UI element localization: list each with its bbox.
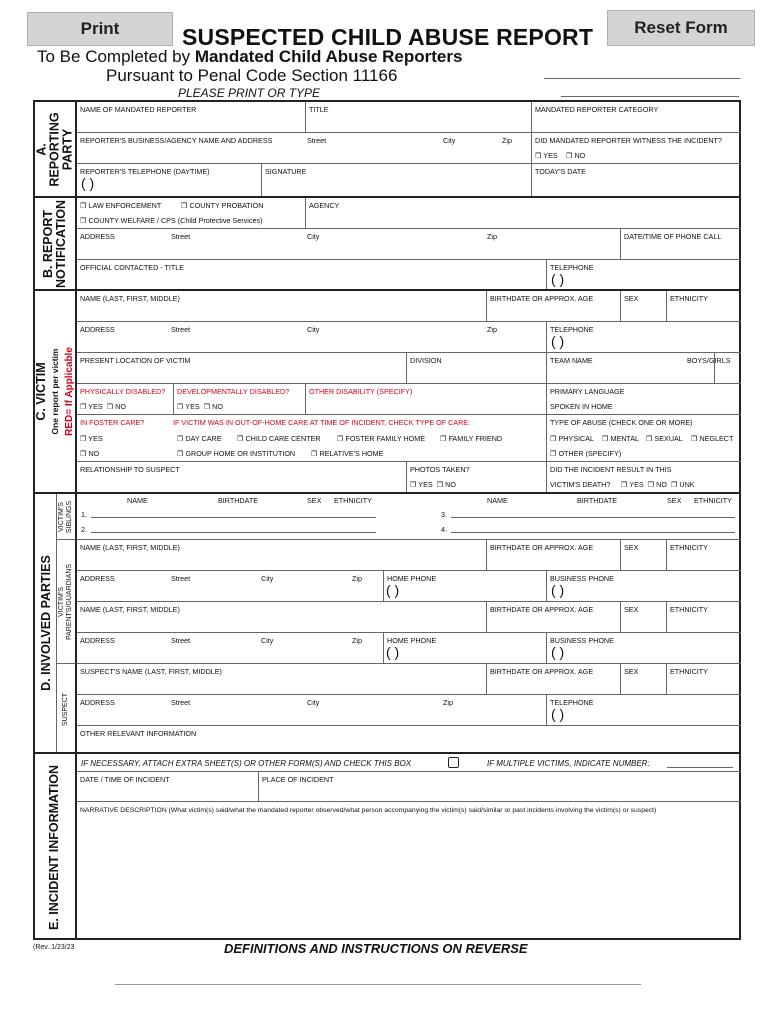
witness-no-checkbox[interactable]: ❒ NO	[566, 151, 586, 160]
parent-2-sex-field[interactable]: SEX	[621, 602, 667, 633]
reporter-telephone-field[interactable]: REPORTER'S TELEPHONE (DAYTIME) ( )	[77, 164, 262, 196]
parent-2-address-field[interactable]: ADDRESS Street City Zip	[77, 633, 384, 664]
section-a-reporting-party	[35, 102, 741, 196]
foster-care-field: IN FOSTER CARE? IF VICTIM WAS IN OUT-OF-HOME CARE AT TIME OF INCIDENT, CHECK TYPE OF CARE: ❒ YES ❒ NO ❒ DAY CARE ❒ CHILD CARE CENTER ❒ FOSTER FAMILY HOME ❒ FAMILY FRIEND ❒ GROUP HOME OR INSTITUTION ❒ RELATIVE'S HOME	[77, 415, 547, 462]
notification-type-field	[77, 198, 306, 229]
county-probation-checkbox[interactable]: ❒ COUNTY PROBATION	[181, 201, 264, 210]
report-date-line[interactable]	[561, 96, 739, 97]
incident-datetime-field[interactable]: DATE / TIME OF INCIDENT	[77, 772, 259, 802]
parent-2-birthdate-field[interactable]: BIRTHDATE OR APPROX. AGE	[487, 602, 621, 633]
other-abuse-checkbox[interactable]: ❒ OTHER (SPECIFY)	[550, 449, 622, 458]
parent-1-ethnicity-field[interactable]: ETHNICITY	[667, 540, 741, 571]
boys-girls-label: BOYS/GIRLS	[687, 356, 731, 365]
section-c-label: C. VICTIM One report per victim RED= If Applicable	[35, 291, 77, 492]
parent-2-business-phone-field[interactable]: BUSINESS PHONE ( )	[547, 633, 741, 664]
suspect-label: SUSPECT	[57, 664, 77, 754]
phys-yes-no-checkboxes[interactable]: ❒ YES ❒ NO	[80, 402, 126, 411]
agency-address-field[interactable]: ADDRESS Street City Zip	[77, 229, 621, 260]
county-welfare-checkbox[interactable]: ❒ COUNTY WELFARE / CPS (Child Protective Services)	[80, 216, 263, 225]
parent-1-birthdate-field[interactable]: BIRTHDATE OR APPROX. AGE	[487, 540, 621, 571]
victim-telephone-field[interactable]: TELEPHONE ( )	[547, 322, 741, 353]
victim-sex-field[interactable]: SEX	[621, 291, 667, 322]
suspect-ethnicity-field[interactable]: ETHNICITY	[667, 664, 741, 695]
suspect-birthdate-field[interactable]: BIRTHDATE OR APPROX. AGE	[487, 664, 621, 695]
case-number-line[interactable]	[544, 78, 740, 79]
parent-2-ethnicity-field[interactable]: ETHNICITY	[667, 602, 741, 633]
relationship-to-suspect-field[interactable]: RELATIONSHIP TO SUSPECT	[77, 462, 407, 494]
victim-location-field[interactable]: PRESENT LOCATION OF VICTIM	[77, 353, 407, 384]
sibling-3-line[interactable]	[451, 517, 735, 518]
witness-incident-field: DID MANDATED REPORTER WITNESS THE INCIDENT? ❒ YES ❒ NO	[532, 133, 741, 164]
victim-address-field[interactable]: ADDRESS Street City Zip	[77, 322, 547, 353]
sexual-abuse-checkbox[interactable]: ❒ SEXUAL	[646, 434, 683, 443]
siblings-table: NAME BIRTHDATE SEX ETHNICITY NAME BIRTHDATE SEX ETHNICITY 1. 2. 3. 4.	[77, 494, 741, 540]
siblings-label: VICTIM'S SIBLINGS	[57, 494, 77, 540]
section-b-label: B. REPORT NOTIFICATION	[35, 198, 77, 289]
parent-1-home-phone-field[interactable]: HOME PHONE ( )	[384, 571, 547, 602]
family-friend-checkbox[interactable]: ❒ FAMILY FRIEND	[440, 434, 503, 443]
witness-yes-checkbox[interactable]: ❒ YES	[535, 151, 558, 160]
suspect-telephone-field[interactable]: TELEPHONE ( )	[547, 695, 741, 726]
group-home-checkbox[interactable]: ❒ GROUP HOME OR INSTITUTION	[177, 449, 296, 458]
phone-call-datetime-field[interactable]: DATE/TIME OF PHONE CALL	[621, 229, 741, 260]
attach-sheets-row: IF NECESSARY, ATTACH EXTRA SHEET(S) OR OTHER FORM(S) AND CHECK THIS BOX IF MULTIPLE VICTIMS, INDICATE NUMBER:	[77, 754, 741, 772]
law-enforcement-checkbox[interactable]: ❒ LAW ENFORCEMENT	[80, 201, 162, 210]
footer-line	[115, 984, 641, 985]
please-print-note: PLEASE PRINT OR TYPE	[178, 86, 321, 100]
child-care-center-checkbox[interactable]: ❒ CHILD CARE CENTER	[237, 434, 321, 443]
revision-date: (Rev. 1/23/23	[33, 944, 75, 951]
agency-field[interactable]: AGENCY	[306, 198, 741, 229]
victim-ethnicity-field[interactable]: ETHNICITY	[667, 291, 741, 322]
reporter-signature-field[interactable]: SIGNATURE	[262, 164, 532, 196]
sibling-4-line[interactable]	[451, 532, 735, 533]
foster-no-checkbox[interactable]: ❒ NO	[80, 449, 100, 458]
parent-1-business-phone-field[interactable]: BUSINESS PHONE ( )	[547, 571, 741, 602]
foster-family-home-checkbox[interactable]: ❒ FOSTER FAMILY HOME	[337, 434, 426, 443]
physical-abuse-checkbox[interactable]: ❒ PHYSICAL	[550, 434, 594, 443]
primary-language-field[interactable]: PRIMARY LANGUAGE SPOKEN IN HOME	[547, 384, 741, 415]
attach-sheets-checkbox[interactable]	[448, 757, 459, 768]
todays-date-field[interactable]: TODAY'S DATE	[535, 167, 586, 176]
official-contacted-field[interactable]: OFFICIAL CONTACTED - TITLE	[77, 260, 547, 291]
relatives-home-checkbox[interactable]: ❒ RELATIVE'S HOME	[311, 449, 384, 458]
neglect-checkbox[interactable]: ❒ NEGLECT	[691, 434, 734, 443]
report-form	[33, 100, 741, 940]
reporter-name-field[interactable]: NAME OF MANDATED REPORTER	[77, 102, 306, 133]
form-title: SUSPECTED CHILD ABUSE REPORT	[182, 24, 594, 50]
reporter-business-field[interactable]: REPORTER'S BUSINESS/AGENCY NAME AND ADDRESS Street City Zip	[77, 133, 532, 164]
suspect-sex-field[interactable]: SEX	[621, 664, 667, 695]
subtitle-line-2: Pursuant to Penal Code Section 11166	[106, 66, 398, 85]
suspect-address-field[interactable]: ADDRESS Street City Zip	[77, 695, 547, 726]
sibling-1-line[interactable]	[91, 517, 376, 518]
parent-2-home-phone-field[interactable]: HOME PHONE ( )	[384, 633, 547, 664]
section-e-label: E. INCIDENT INFORMATION	[35, 754, 77, 940]
day-care-checkbox[interactable]: ❒ DAY CARE	[177, 434, 222, 443]
parent-1-address-field[interactable]: ADDRESS Street City Zip	[77, 571, 384, 602]
reporter-category-field[interactable]: MANDATED REPORTER CATEGORY	[532, 102, 741, 133]
official-telephone-field[interactable]: TELEPHONE ( )	[550, 263, 594, 287]
team-name-field[interactable]: TEAM NAME	[547, 353, 715, 384]
other-disability-field[interactable]: OTHER DISABILITY (SPECIFY)	[306, 384, 547, 415]
subtitle-line-1: To Be Completed by Mandated Child Abuse Reporters	[37, 47, 463, 66]
print-button[interactable]: Print	[27, 12, 173, 46]
other-relevant-info-field[interactable]: OTHER RELEVANT INFORMATION	[80, 729, 197, 738]
reset-form-button[interactable]: Reset Form	[607, 10, 755, 46]
type-of-abuse-field: TYPE OF ABUSE (CHECK ONE OR MORE) ❒ PHYSICAL ❒ MENTAL ❒ SEXUAL ❒ NEGLECT ❒ OTHER (SPECIFY)	[547, 415, 741, 462]
mental-abuse-checkbox[interactable]: ❒ MENTAL	[602, 434, 640, 443]
victim-name-field[interactable]: NAME (LAST, FIRST, MIDDLE)	[77, 291, 487, 322]
physically-disabled-field: PHYSICALLY DISABLED? ❒ YES ❒ NO	[77, 384, 174, 415]
parent-1-sex-field[interactable]: SEX	[621, 540, 667, 571]
victim-division-field[interactable]: DIVISION	[407, 353, 547, 384]
definitions-note: DEFINITIONS AND INSTRUCTIONS ON REVERSE	[224, 941, 528, 956]
reporter-title-field[interactable]: TITLE	[306, 102, 532, 133]
section-c-victim	[35, 289, 741, 492]
photos-taken-field: PHOTOS TAKEN? ❒ YES ❒ NO	[407, 462, 547, 494]
parent-1-name-field[interactable]: NAME (LAST, FIRST, MIDDLE)	[77, 540, 487, 571]
parent-2-name-field[interactable]: NAME (LAST, FIRST, MIDDLE)	[77, 602, 487, 633]
section-b-report-notification	[35, 196, 741, 289]
suspect-name-field[interactable]: SUSPECT'S NAME (LAST, FIRST, MIDDLE)	[77, 664, 487, 695]
section-d-involved-parties	[35, 492, 741, 752]
multiple-victims-number-field[interactable]	[667, 767, 733, 768]
victim-birthdate-field[interactable]: BIRTHDATE OR APPROX. AGE	[487, 291, 621, 322]
parents-guardians-label: VICTIM'S PARENTS/GUARDIANS	[57, 540, 77, 664]
section-a-label: A. REPORTING PARTY	[35, 102, 77, 196]
section-e-incident-information	[35, 752, 741, 940]
developmentally-disabled-field: DEVELOPMENTALLY DISABLED? ❒ YES ❒ NO	[174, 384, 306, 415]
place-of-incident-field[interactable]: PLACE OF INCIDENT	[259, 772, 741, 802]
victim-death-field: DID THE INCIDENT RESULT IN THIS VICTIM'S DEATH? ❒ YES ❒ NO ❒ UNK	[550, 465, 695, 489]
sibling-2-line[interactable]	[91, 532, 376, 533]
dev-yes-no-checkboxes[interactable]: ❒ YES ❒ NO	[177, 402, 223, 411]
death-yes-no-unk-checkboxes[interactable]: ❒ YES ❒ NO ❒ UNK	[621, 480, 695, 489]
section-d-label: D. INVOLVED PARTIES	[35, 494, 57, 752]
narrative-description-field[interactable]: NARRATIVE DESCRIPTION (What victim(s) said/what the mandated reporter observed/what person accompanying the victim(s) said/similar or past incidents involving the victim(s) or suspect)	[80, 807, 657, 814]
photos-yes-no-checkboxes[interactable]: ❒ YES ❒ NO	[410, 480, 456, 489]
foster-yes-checkbox[interactable]: ❒ YES	[80, 434, 103, 443]
